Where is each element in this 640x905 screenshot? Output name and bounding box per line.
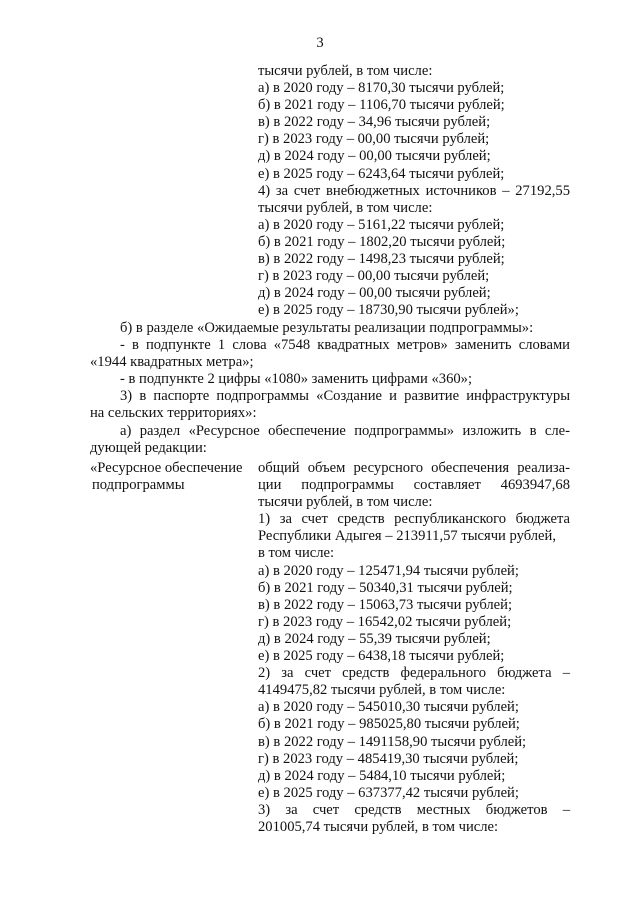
text-line: е) в 2025 году – 637377,42 тысячи рублей;	[258, 784, 519, 801]
text-line: 4) за счет внебюджетных источников – 27192,55	[258, 182, 570, 199]
text-line: г) в 2023 году – 00,00 тысячи рублей;	[258, 268, 490, 285]
amendment-paragraphs	[90, 320, 570, 457]
page-number: 3	[316, 35, 324, 51]
text-line: общий объем ресурсного обеспечения реализа-	[258, 460, 570, 476]
text-line: а) в 2020 году – 125471,94 тысячи рублей;	[258, 562, 519, 579]
paragraph-line: - в подпункте 2 цифры «1080» заменить цифрами «360»;	[120, 371, 473, 388]
text-line: а) в 2020 году – 545010,30 тысячи рублей;	[258, 699, 519, 716]
label-line-1: «Ресурсное обеспечение	[90, 460, 243, 476]
text-line: е) в 2025 году – 6438,18 тысячи рублей;	[258, 648, 505, 665]
paragraph-line: - в подпункте 1 слова «7548 квадратных метров» заменить словами	[120, 337, 570, 354]
text-line: д) в 2024 году – 55,39 тысячи рублей;	[258, 630, 491, 647]
text-line: в) в 2022 году – 1491158,90 тысячи рублей;	[258, 733, 527, 750]
text-line: б) в 2021 году – 985025,80 тысячи рублей;	[258, 716, 520, 733]
top-budget-list	[258, 63, 570, 319]
text-line: г) в 2023 году – 00,00 тысячи рублей;	[258, 131, 490, 148]
text-line: б) в 2021 году – 50340,31 тысячи рублей;	[258, 579, 513, 596]
text-line: б) в 2021 году – 1802,20 тысячи рублей;	[258, 233, 506, 250]
text-line: ции подпрограммы составляет 4693947,68	[258, 477, 570, 494]
text-line: б) в 2021 году – 1106,70 тысячи рублей;	[258, 97, 505, 114]
paragraph-line: «1944 квадратных метра»;	[90, 354, 254, 371]
text-line: Республики Адыгея – 213911,57 тысячи рублей,	[258, 528, 556, 545]
text-line: 3) за счет средств местных бюджетов –	[258, 801, 570, 818]
text-line: а) в 2020 году – 5161,22 тысячи рублей;	[258, 216, 505, 233]
text-line: в) в 2022 году – 15063,73 тысячи рублей;	[258, 596, 513, 613]
paragraph-line: на сельских территориях»:	[90, 405, 257, 422]
text-line: 2) за счет средств федерального бюджета –	[258, 665, 570, 682]
text-line: в) в 2022 году – 34,96 тысячи рублей;	[258, 114, 491, 131]
text-line: тысячи рублей, в том числе:	[258, 63, 433, 79]
text-line: в) в 2022 году – 1498,23 тысячи рублей;	[258, 251, 505, 268]
paragraph-line: дующей редакции:	[90, 439, 207, 456]
text-line: е) в 2025 году – 18730,90 тысячи рублей»;	[258, 302, 519, 319]
label-line-2: подпрограммы	[92, 477, 185, 494]
paragraph-line: а) раздел «Ресурсное обеспечение подпрограммы» изложить в сле-	[120, 422, 570, 439]
text-line: д) в 2024 году – 00,00 тысячи рублей;	[258, 285, 491, 302]
text-line: г) в 2023 году – 485419,30 тысячи рублей;	[258, 750, 519, 767]
text-line: 1) за счет средств республиканского бюджета	[258, 511, 570, 528]
text-line: е) в 2025 году – 6243,64 тысячи рублей;	[258, 165, 505, 182]
text-line: в том числе:	[258, 545, 335, 562]
text-line: 4149475,82 тысячи рублей, в том числе:	[258, 682, 506, 699]
text-line: д) в 2024 году – 00,00 тысячи рублей;	[258, 148, 491, 165]
paragraph-line: б) в разделе «Ожидаемые результаты реализации подпрограммы»:	[120, 320, 534, 336]
resource-provision-value	[258, 460, 570, 836]
text-line: 201005,74 тысячи рублей, в том числе:	[258, 818, 499, 835]
text-line: а) в 2020 году – 8170,30 тысячи рублей;	[258, 80, 505, 97]
text-line: д) в 2024 году – 5484,10 тысячи рублей;	[258, 767, 506, 784]
text-line: г) в 2023 году – 16542,02 тысячи рублей;	[258, 613, 512, 630]
resource-provision-label	[90, 460, 255, 494]
text-line: тысячи рублей, в том числе:	[258, 494, 433, 511]
paragraph-line: 3) в паспорте подпрограммы «Создание и развитие инфраструктуры	[120, 388, 570, 405]
text-line: тысячи рублей, в том числе:	[258, 199, 433, 216]
